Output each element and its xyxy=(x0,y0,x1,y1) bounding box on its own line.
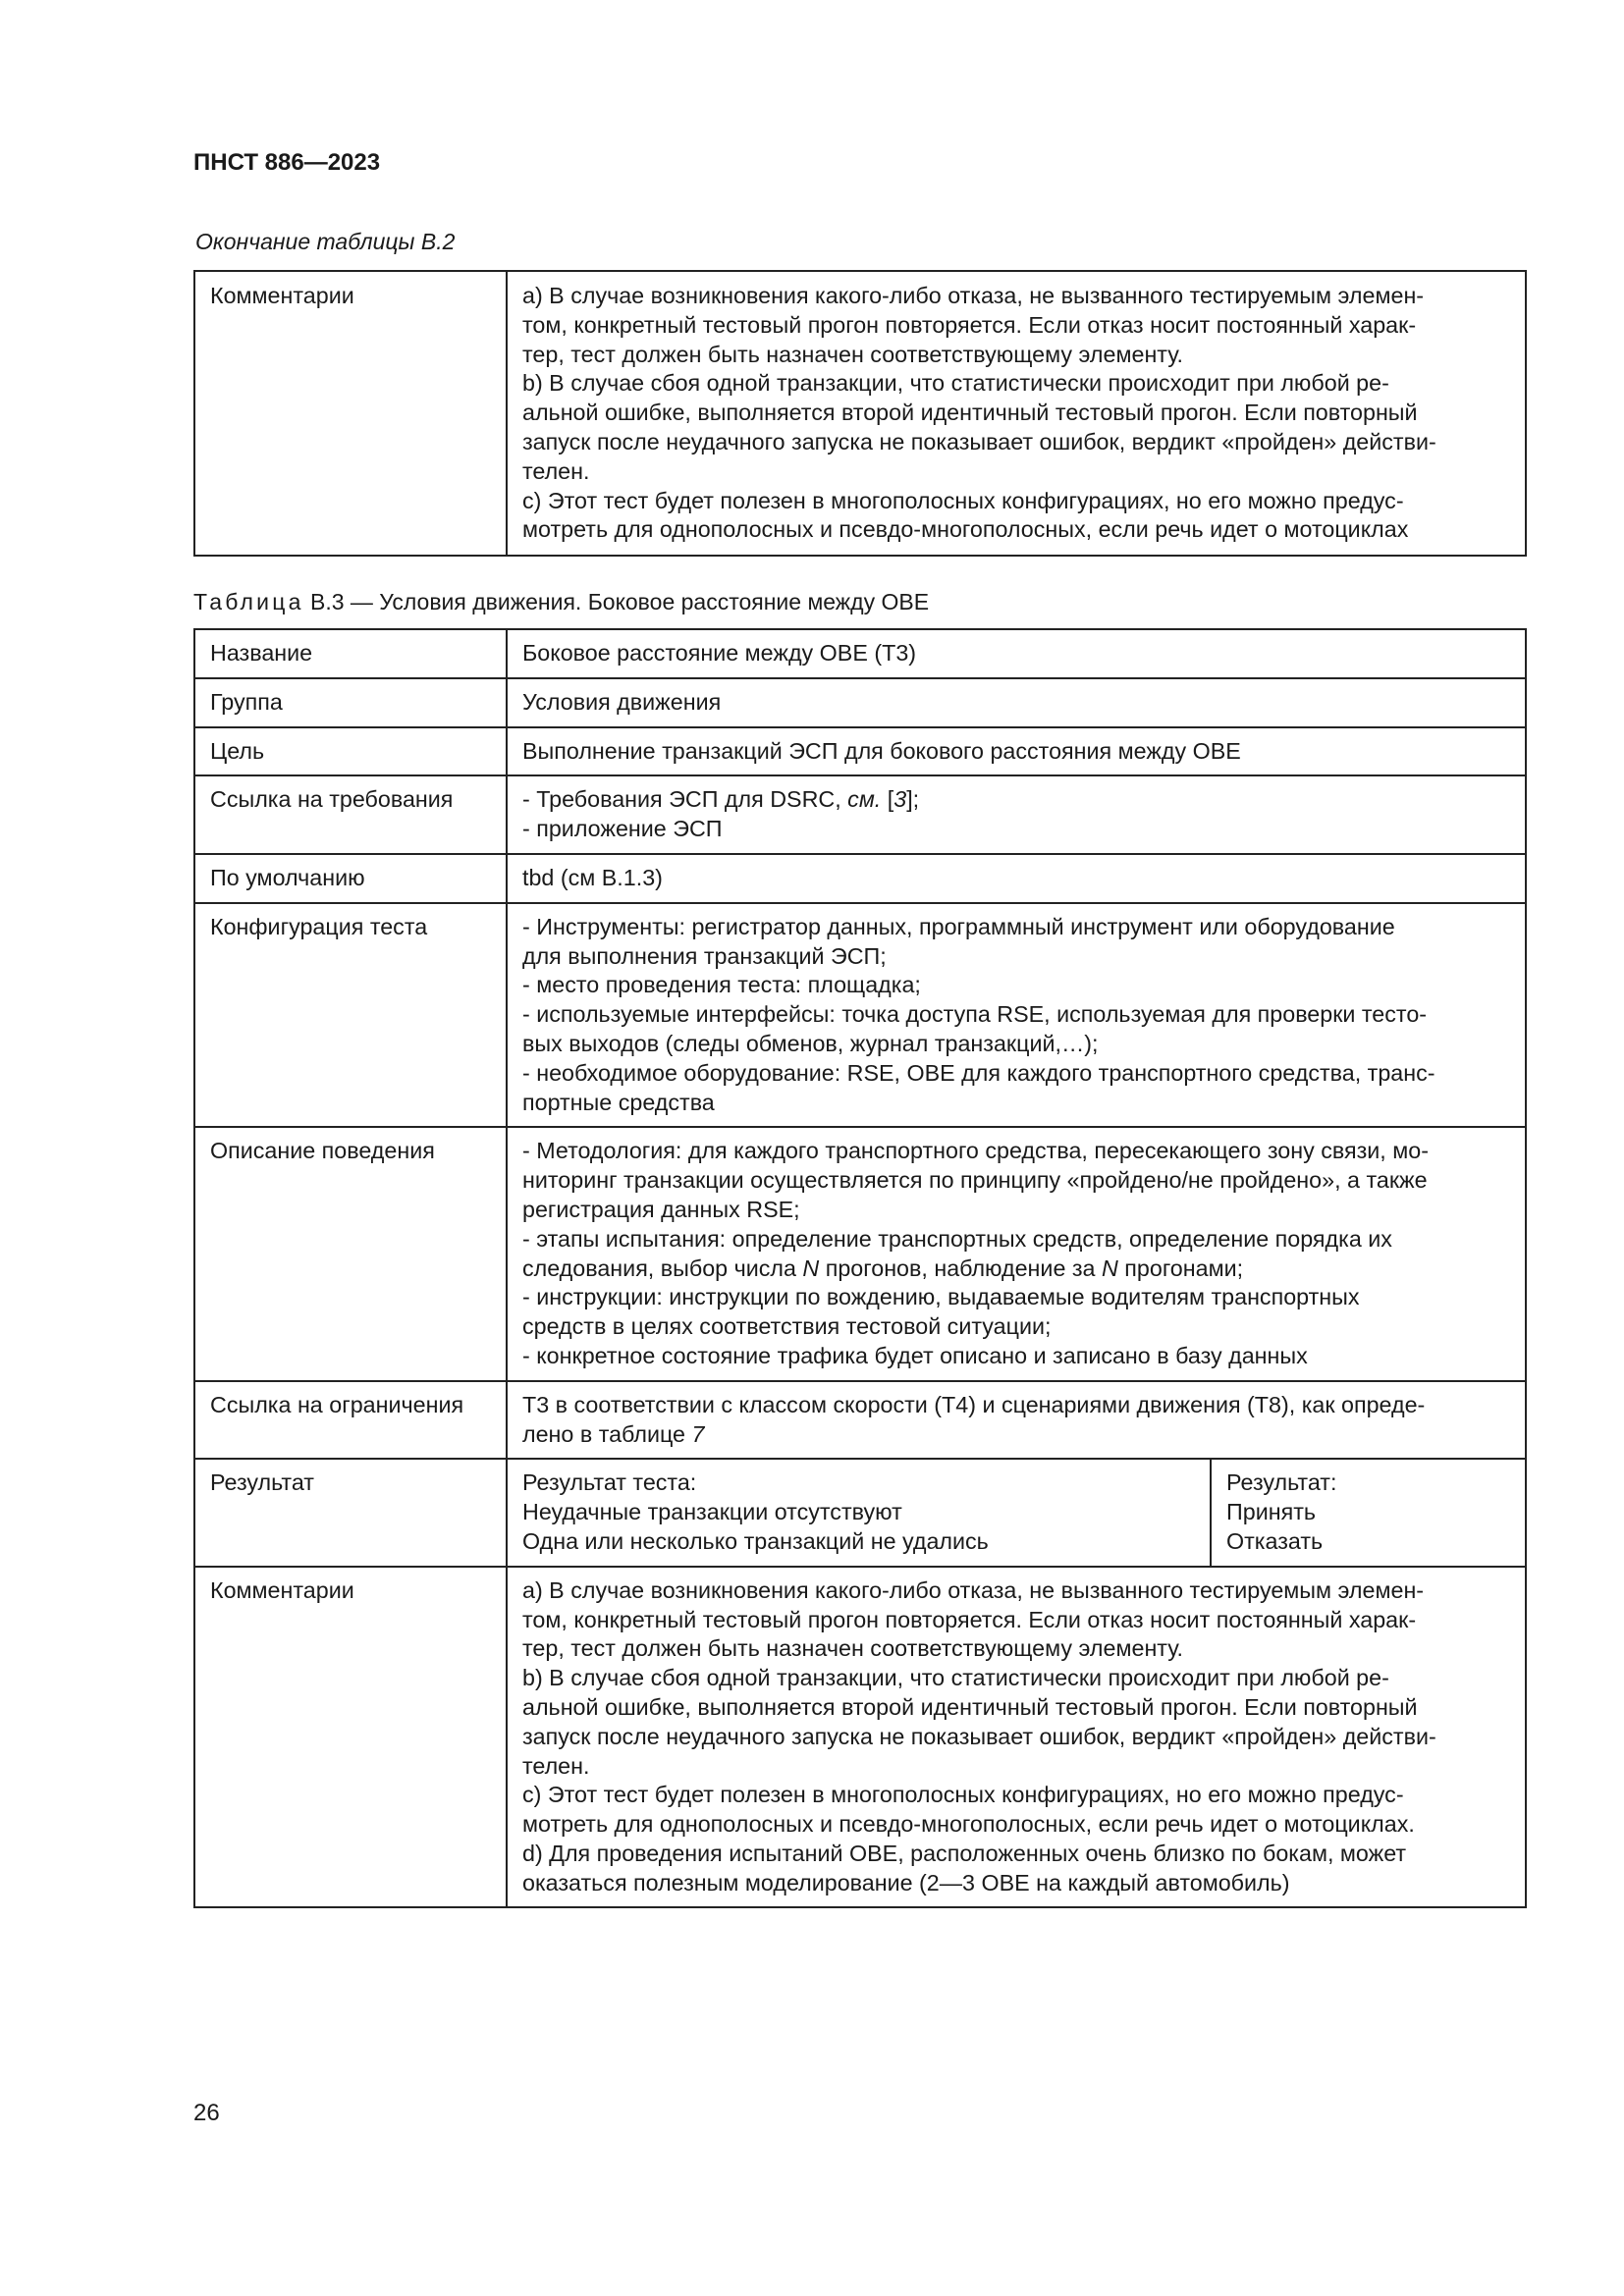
text-line: Принять xyxy=(1226,1499,1317,1525)
text-line: Результат: xyxy=(1226,1469,1337,1496)
text-line: a) В случае возникновения какого-либо отказа, не вызванного тестируемым элемен- xyxy=(522,1576,1425,1603)
text-line: портные средства xyxy=(522,1089,715,1115)
page-number: 26 xyxy=(193,2100,220,2126)
text-line: вых выходов (следы обменов, журнал транзакций,…); xyxy=(522,1030,1099,1056)
row-label: Ссылка на требования xyxy=(194,775,507,854)
row-label: Название xyxy=(194,629,507,678)
comments-cell xyxy=(507,271,1526,556)
row-label: Ссылка на ограничения xyxy=(194,1381,507,1460)
table-row-goal xyxy=(194,727,1526,776)
text-line: b) В случае сбоя одной транзакции, что статистически происходит при любой ре- xyxy=(522,370,1389,397)
document-code: ПНСТ 886—2023 xyxy=(193,149,381,176)
row-label: Комментарии xyxy=(194,271,507,556)
table-row-comments xyxy=(194,1567,1526,1908)
text-line: a) В случае возникновения какого-либо отказа, не вызванного тестируемым элемен- xyxy=(522,283,1425,308)
text-line: - инструкции: инструкции по вождению, выдаваемые водителям транспортных xyxy=(522,1284,1360,1310)
comments-cell xyxy=(507,1567,1526,1908)
caption-prefix: Таблица xyxy=(193,589,304,614)
text-line: Одна или несколько транзакций не удались xyxy=(522,1527,989,1554)
text-line: c) Этот тест будет полезен в многополосных конфигурациях, но его можно предус- xyxy=(522,487,1404,513)
text-line: - Методология: для каждого транспортного средства, пересекающего зону связи, мо- xyxy=(522,1138,1429,1164)
text-line: тер, тест должен быть назначен соответствующему элементу. xyxy=(522,341,1184,367)
table-row-name xyxy=(194,629,1526,678)
text-line: следования, выбор числа N прогонов, наблюдение за N прогонами; xyxy=(522,1255,1244,1281)
table-b3-caption xyxy=(193,589,929,615)
row-label: Описание поведения xyxy=(194,1127,507,1380)
text-line: - этапы испытания: определение транспортных средств, определение порядка их xyxy=(522,1225,1392,1252)
text-line: телен. xyxy=(522,457,590,484)
result-verdict-cell xyxy=(1211,1459,1526,1566)
text-line: b) В случае сбоя одной транзакции, что статистически происходит при любой ре- xyxy=(522,1665,1389,1691)
text-line: c) Этот тест будет полезен в многополосных конфигурациях, но его можно предус- xyxy=(522,1782,1404,1808)
table-row-config xyxy=(194,903,1526,1128)
text-line: Неудачные транзакции отсутствуют xyxy=(522,1499,902,1525)
row-value xyxy=(507,1127,1526,1380)
text-line: - Инструменты: регистратор данных, программный инструмент или оборудование xyxy=(522,913,1395,939)
table-row-behavior xyxy=(194,1127,1526,1380)
row-value: tbd (см В.1.3) xyxy=(507,854,1526,903)
text-line: оказаться полезным моделирование (2—3 OBE на каждый автомобиль) xyxy=(522,1869,1290,1896)
text-line: альной ошибке, выполняется второй идентичный тестовый прогон. Если повторный xyxy=(522,400,1418,426)
text-line: лено в таблице 7 xyxy=(522,1420,705,1447)
text-line: регистрация данных RSE; xyxy=(522,1196,800,1222)
text-line: - используемые интерфейсы: точка доступа RSE, используемая для проверки тесто- xyxy=(522,1001,1428,1028)
text-line: - Требования ЭСП для DSRC, см. [3]; xyxy=(522,786,920,813)
row-label: Группа xyxy=(194,678,507,727)
text-line: ниторинг транзакции осуществляется по принципу «пройдено/не пройдено», а также xyxy=(522,1167,1428,1194)
table-row-result xyxy=(194,1459,1526,1566)
table-continuation-caption: Окончание таблицы В.2 xyxy=(195,229,456,254)
text-line: запуск после неудачного запуска не показывает ошибок, вердикт «пройден» действи- xyxy=(522,1723,1436,1749)
row-value xyxy=(507,903,1526,1128)
row-label: Цель xyxy=(194,727,507,776)
result-test-cell xyxy=(507,1459,1211,1566)
row-label: Результат xyxy=(194,1459,507,1566)
reference-link[interactable]: 3 xyxy=(893,786,907,813)
text-line: - место проведения теста: площадка; xyxy=(522,972,921,998)
table-row-group xyxy=(194,678,1526,727)
text-line: запуск после неудачного запуска не показывает ошибок, вердикт «пройден» действи- xyxy=(522,428,1436,454)
row-label: Комментарии xyxy=(194,1567,507,1908)
text-line: том, конкретный тестовый прогон повторяется. Если отказ носит постоянный харак- xyxy=(522,1606,1417,1632)
table-row-limits xyxy=(194,1381,1526,1460)
text-line: - конкретное состояние трафика будет описано и записано в базу данных xyxy=(522,1342,1308,1368)
row-value: Боковое расстояние между OBE (T3) xyxy=(507,629,1526,678)
text-line: мотреть для однополосных и псевдо-многополосных, если речь идет о мотоциклах. xyxy=(522,1811,1415,1838)
text-line: том, конкретный тестовый прогон повторяется. Если отказ носит постоянный харак- xyxy=(522,311,1417,338)
text-line: мотреть для однополосных и псевдо-многополосных, если речь идет о мотоциклах xyxy=(522,516,1409,543)
table-b3 xyxy=(193,628,1527,1908)
text-line: Отказать xyxy=(1226,1527,1324,1554)
caption-title: В.3 — Условия движения. Боковое расстояние между OBE xyxy=(303,589,930,614)
text-line: альной ошибке, выполняется второй идентичный тестовый прогон. Если повторный xyxy=(522,1693,1418,1720)
row-label: По умолчанию xyxy=(194,854,507,903)
text-line: - приложение ЭСП xyxy=(522,816,723,842)
table-row-requirements xyxy=(194,775,1526,854)
text-line: телен. xyxy=(522,1752,590,1779)
text-line: Результат теста: xyxy=(522,1469,697,1496)
text-line: средств в целях соответствия тестовой ситуации; xyxy=(522,1313,1052,1340)
row-value: Условия движения xyxy=(507,678,1526,727)
text-line: d) Для проведения испытаний OBE, расположенных очень близко по бокам, может xyxy=(522,1840,1407,1866)
table-row xyxy=(194,271,1526,556)
row-value xyxy=(507,1381,1526,1460)
row-label: Конфигурация теста xyxy=(194,903,507,1128)
text-line: T3 в соответствии с классом скорости (T4) и сценариями движения (T8), как опреде- xyxy=(522,1391,1426,1417)
text-line: тер, тест должен быть назначен соответствующему элементу. xyxy=(522,1635,1184,1662)
row-value: Выполнение транзакций ЭСП для бокового расстояния между OBE xyxy=(507,727,1526,776)
table-row-default xyxy=(194,854,1526,903)
text-line: для выполнения транзакций ЭСП; xyxy=(522,942,887,969)
text-line: - необходимое оборудование: RSE, OBE для каждого транспортного средства, транс- xyxy=(522,1059,1435,1086)
table-reference-link[interactable]: 7 xyxy=(691,1420,705,1447)
row-value xyxy=(507,775,1526,854)
table-b2-end xyxy=(193,270,1527,557)
